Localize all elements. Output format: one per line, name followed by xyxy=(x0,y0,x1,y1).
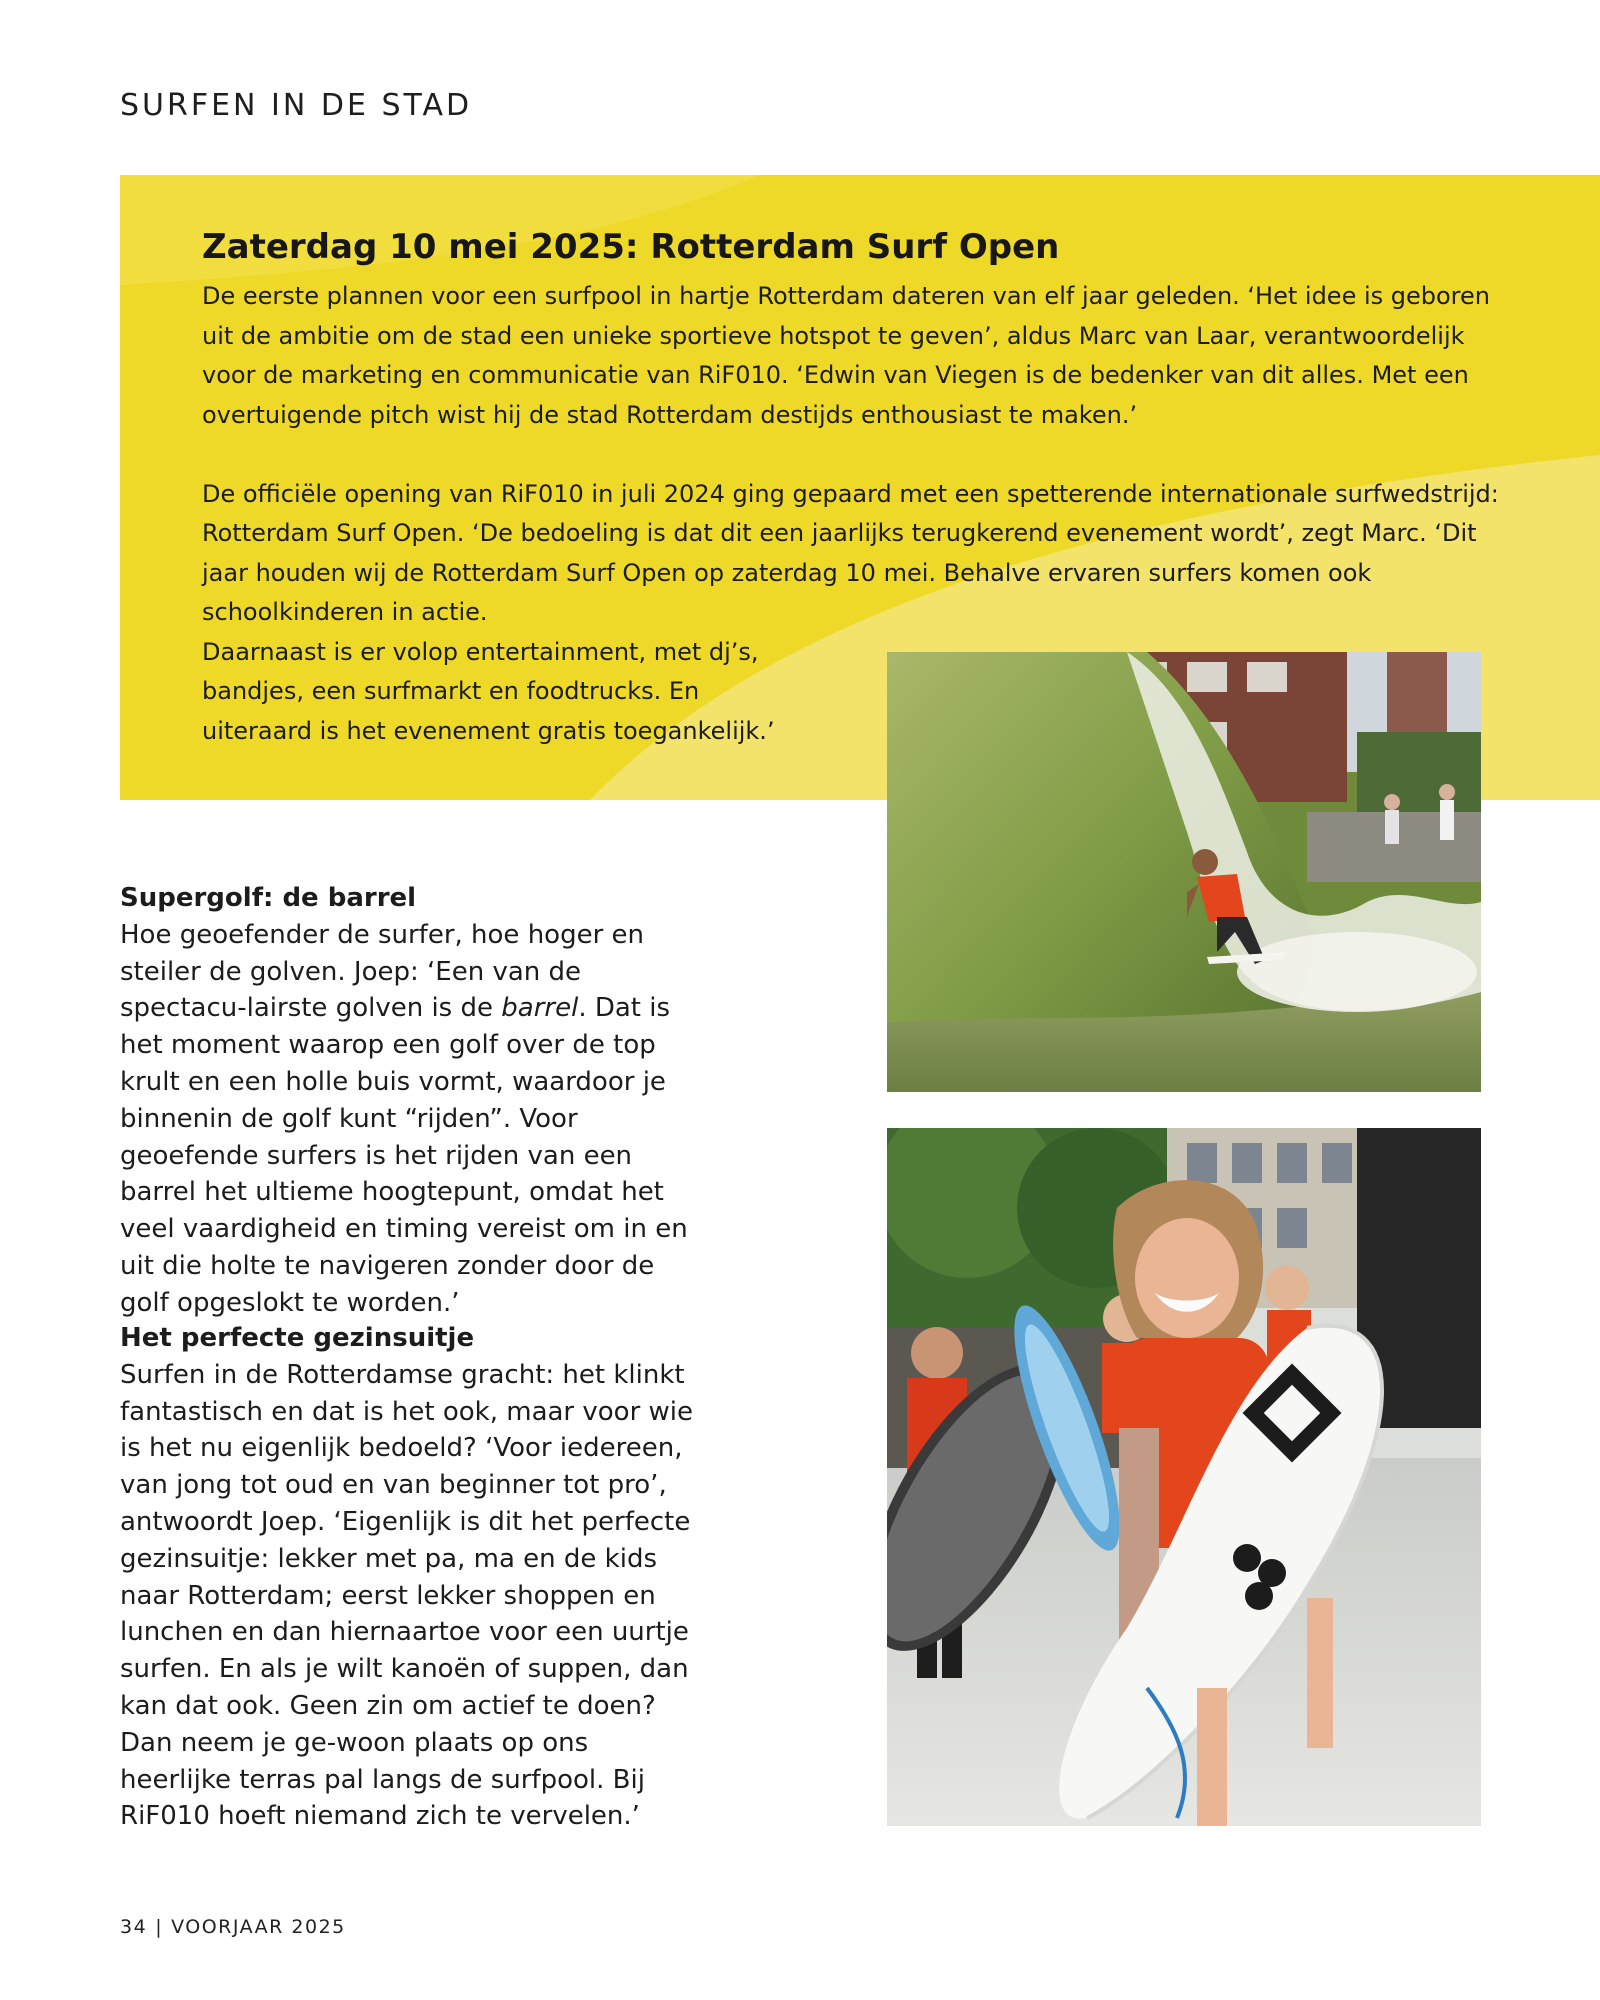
barrel-heading: Supergolf: de barrel xyxy=(120,883,417,913)
barrel-text-part-1: Hoe geoefender de surfer, hoe hoger en steiler de golven. Joep: ‘Een van de spectacu-lairste golven is de xyxy=(120,919,645,1024)
section-label: SURFEN IN DE STAD xyxy=(120,88,473,123)
intro-paragraph-3-line-3: uiteraard is het evenement gratis toegankelijk.’ xyxy=(202,716,775,745)
article-section-barrel xyxy=(120,880,700,1322)
photo-surfers-with-boards xyxy=(887,1128,1481,1826)
page-number: 34 xyxy=(120,1916,148,1938)
photo-surfer-barrel xyxy=(887,652,1481,1092)
intro-paragraph-3-line-1: Daarnaast is er volop entertainment, met dj’s, xyxy=(202,637,759,666)
intro-paragraph-2: De officiële opening van RiF010 in juli 2024 ging gepaard met een spetterende internationale surfwedstrijd: Rotterdam Surf Open. ‘De bedoeling is dat dit een jaarlijks terugkerend evenement wordt’, zegt Marc. ‘Dit jaar houden wij de Rotterdam Surf Open op zaterdag 10 mei. Behalve ervaren surfers komen ook schoolkinderen in actie. xyxy=(202,479,1499,626)
page-footer xyxy=(120,1916,346,1938)
intro-title: Zaterdag 10 mei 2025: Rotterdam Surf Open xyxy=(202,227,1060,267)
family-heading: Het perfecte gezinsuitje xyxy=(120,1323,475,1353)
barrel-text xyxy=(120,917,700,1322)
intro-paragraph-1: De eerste plannen voor een surfpool in hartje Rotterdam dateren van elf jaar geleden. ‘Het idee is geboren uit de ambitie om de stad een unieke sportieve hotspot te geven’, aldus Marc van Laar, verantwoordelijk voor de marketing en communicatie van RiF010. ‘Edwin van Viegen is de bedenker van dit alles. Met een overtuigende pitch wist hij de stad Rotterdam destijds enthousiast te maken.’ xyxy=(202,282,1490,429)
footer-separator: | xyxy=(155,1916,164,1938)
barrel-italic-word: barrel xyxy=(501,993,579,1024)
barrel-text-part-2: . Dat is het moment waarop een golf over de top krult en een holle buis vormt, waardoor je binnenin de golf kunt “rijden”. Voor geoefende surfers is het rijden van een barrel het ultieme hoogtepunt, omdat het veel vaardigheid en timing vereist om in en uit die holte te navigeren zonder door de golf opgeslokt te worden.’ xyxy=(120,993,688,1318)
intro-paragraph-3-line-2: bandjes, een surfmarkt en foodtrucks. En xyxy=(202,677,700,705)
issue-label: VOORJAAR 2025 xyxy=(171,1916,346,1938)
article-section-family xyxy=(120,1320,700,1835)
family-text: Surfen in de Rotterdamse gracht: het klinkt fantastisch en dat is het ook, maar voor wie is het nu eigenlijk bedoeld? ‘Voor iedereen, van jong tot oud en van beginner tot pro’, antwoordt Joep. ‘Eigenlijk is dit het perfecte gezinsuitje: lekker met pa, ma en de kids naar Rotterdam; eerst lekker shoppen en lunchen en dan hiernaartoe voor een uurtje surfen. En als je wilt kanoën of suppen, dan kan dat ook. Geen zin om actief te doen? Dan neem je ge-woon plaats op ons heerlijke terras pal langs de surfpool. Bij RiF010 hoeft niemand zich te vervelen.’ xyxy=(120,1359,694,1832)
